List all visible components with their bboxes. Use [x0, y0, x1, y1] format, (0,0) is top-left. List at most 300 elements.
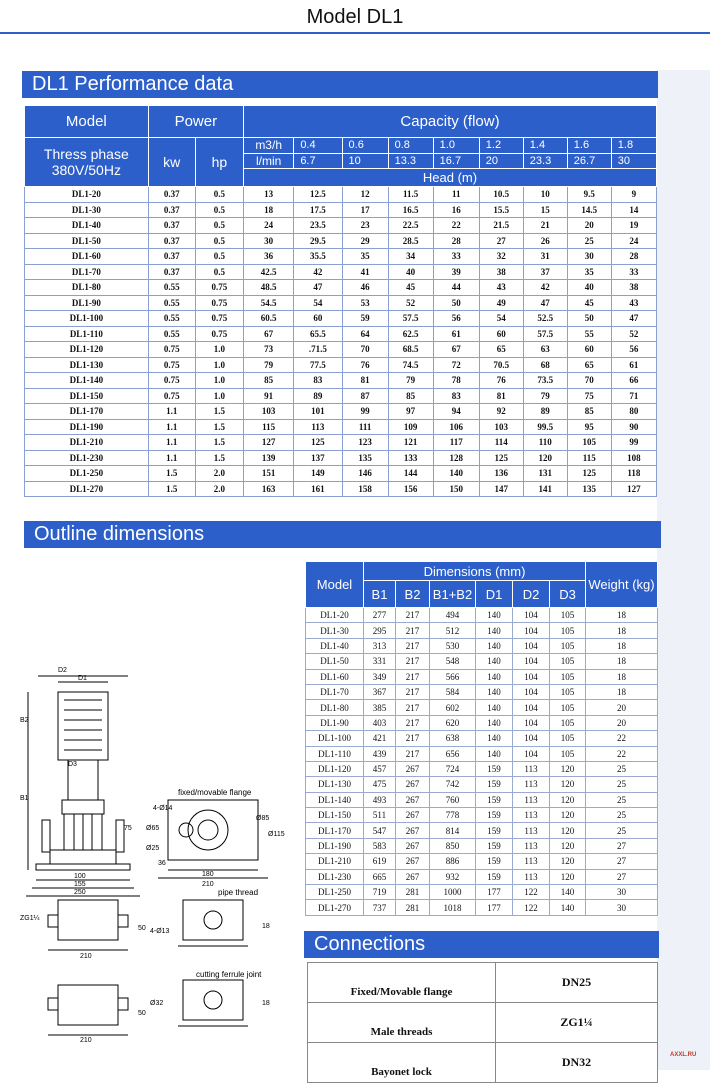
table-cell: 75: [567, 388, 611, 404]
table-cell: 113: [513, 808, 550, 823]
table-cell: 54: [294, 295, 342, 311]
table-cell: 10: [523, 187, 567, 203]
hp-label: hp: [195, 138, 243, 187]
table-cell: 50: [433, 295, 479, 311]
table-cell: DL1-100: [306, 731, 364, 746]
table-cell: 65: [567, 357, 611, 373]
dims-col-model: Model: [306, 562, 364, 608]
table-cell: 1.0: [195, 388, 243, 404]
table-cell: DL1-90: [25, 295, 149, 311]
table-cell: 110: [523, 435, 567, 451]
table-cell: 113: [513, 838, 550, 853]
table-cell: 120: [550, 823, 586, 838]
table-cell: 53: [342, 295, 388, 311]
table-row: [306, 654, 658, 669]
table-row: [25, 357, 657, 373]
table-row: [25, 481, 657, 497]
table-cell: 85: [567, 404, 611, 420]
table-cell: 0.37: [148, 233, 195, 249]
table-cell: 1.5: [195, 419, 243, 435]
table-cell: 105: [567, 435, 611, 451]
connections-heading: Connections: [304, 931, 659, 958]
table-cell: 331: [364, 654, 396, 669]
table-cell: 76: [342, 357, 388, 373]
table-cell: 0.75: [148, 388, 195, 404]
table-cell: 25: [586, 761, 658, 776]
table-cell: 267: [396, 808, 430, 823]
table-cell: 105: [550, 684, 586, 699]
table-cell: 267: [396, 838, 430, 853]
flow-lmin-cell: 23.3: [523, 153, 567, 169]
table-cell: DL1-230: [25, 450, 149, 466]
table-cell: 886: [430, 854, 476, 869]
table-cell: 114: [479, 435, 523, 451]
table-cell: 29.5: [294, 233, 342, 249]
table-cell: 159: [476, 792, 513, 807]
table-cell: 24: [244, 218, 294, 234]
table-cell: DL1-80: [25, 280, 149, 296]
table-cell: 125: [479, 450, 523, 466]
table-cell: 21: [523, 218, 567, 234]
table-cell: 158: [342, 481, 388, 497]
table-cell: 103: [244, 404, 294, 420]
table-cell: DL1-60: [306, 669, 364, 684]
table-cell: DL1-270: [306, 900, 364, 915]
table-cell: 104: [513, 608, 550, 623]
connection-type: Fixed/Movable flange: [308, 963, 496, 1003]
col-capacity: Capacity (flow): [244, 106, 657, 138]
table-cell: 37: [523, 264, 567, 280]
table-cell: 281: [396, 885, 430, 900]
table-cell: DL1-210: [25, 435, 149, 451]
connection-size: DN32: [496, 1043, 658, 1083]
dimension-label: Ø85: [256, 815, 270, 822]
dimension-label: 50: [138, 1010, 146, 1017]
table-cell: 99: [611, 435, 656, 451]
table-cell: 40: [567, 280, 611, 296]
table-cell: 28: [433, 233, 479, 249]
table-row: [306, 684, 658, 699]
table-cell: 81: [342, 373, 388, 389]
table-cell: 135: [567, 481, 611, 497]
table-cell: 111: [342, 419, 388, 435]
connection-row: [308, 1043, 658, 1083]
table-cell: 20: [586, 715, 658, 730]
table-cell: 32: [479, 249, 523, 265]
performance-table: [24, 105, 657, 497]
table-cell: 104: [513, 669, 550, 684]
table-cell: 105: [550, 715, 586, 730]
table-cell: 1018: [430, 900, 476, 915]
table-cell: 65.5: [294, 326, 342, 342]
table-cell: 35: [342, 249, 388, 265]
table-cell: 83: [294, 373, 342, 389]
table-cell: 104: [513, 715, 550, 730]
dimension-label: 180: [202, 871, 214, 878]
table-cell: 54: [479, 311, 523, 327]
table-row: [306, 715, 658, 730]
table-cell: 18: [586, 638, 658, 653]
table-cell: 0.55: [148, 326, 195, 342]
flow-m3h-cell: 1.2: [479, 138, 523, 154]
table-cell: 267: [396, 777, 430, 792]
table-cell: 74.5: [388, 357, 433, 373]
table-cell: 778: [430, 808, 476, 823]
table-cell: 18: [586, 684, 658, 699]
dimension-label: 210: [80, 953, 92, 960]
table-cell: 737: [364, 900, 396, 915]
table-cell: 11: [433, 187, 479, 203]
dimension-label: Ø115: [268, 831, 285, 838]
table-cell: 68: [523, 357, 567, 373]
table-cell: 54.5: [244, 295, 294, 311]
table-cell: 0.5: [195, 202, 243, 218]
table-cell: 113: [513, 777, 550, 792]
table-cell: 15: [523, 202, 567, 218]
table-cell: DL1-80: [306, 700, 364, 715]
table-cell: 0.75: [195, 295, 243, 311]
table-cell: 77.5: [294, 357, 342, 373]
table-cell: 159: [476, 823, 513, 838]
table-cell: 1.5: [148, 466, 195, 482]
table-cell: 60.5: [244, 311, 294, 327]
table-cell: 104: [513, 731, 550, 746]
table-cell: 1.5: [195, 404, 243, 420]
table-cell: DL1-90: [306, 715, 364, 730]
table-cell: 439: [364, 746, 396, 761]
dimension-label: D3: [68, 761, 77, 768]
table-cell: 1000: [430, 885, 476, 900]
table-cell: 120: [550, 869, 586, 884]
table-cell: 151: [244, 466, 294, 482]
table-cell: 177: [476, 885, 513, 900]
table-cell: 29: [342, 233, 388, 249]
table-cell: 22: [586, 746, 658, 761]
dimension-label: 4-Ø13: [150, 928, 170, 935]
table-cell: 14.5: [567, 202, 611, 218]
table-row: [25, 218, 657, 234]
table-cell: DL1-50: [25, 233, 149, 249]
dimension-label: 155: [74, 881, 86, 888]
table-cell: 79: [523, 388, 567, 404]
table-cell: 1.0: [195, 357, 243, 373]
dimension-label: 18: [262, 923, 270, 930]
dimension-label: 50: [138, 925, 146, 932]
table-row: [25, 311, 657, 327]
table-cell: 22: [586, 731, 658, 746]
table-cell: 25: [567, 233, 611, 249]
flow-m3h-cell: 0.6: [342, 138, 388, 154]
table-cell: 45: [388, 280, 433, 296]
table-cell: DL1-130: [25, 357, 149, 373]
table-cell: 49: [479, 295, 523, 311]
table-cell: 85: [388, 388, 433, 404]
table-cell: 27: [586, 869, 658, 884]
table-cell: 61: [433, 326, 479, 342]
table-cell: 55: [567, 326, 611, 342]
dimension-label: B1: [20, 795, 29, 802]
table-cell: 295: [364, 623, 396, 638]
table-cell: 104: [513, 684, 550, 699]
table-cell: 27: [586, 838, 658, 853]
table-cell: 113: [513, 792, 550, 807]
table-cell: 22: [433, 218, 479, 234]
table-cell: 0.37: [148, 187, 195, 203]
table-cell: 70.5: [479, 357, 523, 373]
table-cell: 217: [396, 684, 430, 699]
table-cell: 108: [611, 450, 656, 466]
table-cell: 20: [567, 218, 611, 234]
table-cell: 18: [586, 669, 658, 684]
dimension-label: ZG1¼: [20, 915, 40, 922]
table-cell: 38: [479, 264, 523, 280]
table-cell: 104: [513, 746, 550, 761]
table-row: [306, 638, 658, 653]
table-row: [306, 838, 658, 853]
dims-col-weight: Weight (kg): [586, 562, 658, 608]
table-cell: 113: [513, 823, 550, 838]
dims-sub-col: B1: [364, 581, 396, 608]
flow-m3h-cell: 0.4: [294, 138, 342, 154]
table-cell: 1.5: [195, 435, 243, 451]
table-cell: 217: [396, 608, 430, 623]
col-model: Model: [25, 106, 149, 138]
table-cell: 147: [479, 481, 523, 497]
table-cell: 81: [479, 388, 523, 404]
flow-m3h-cell: 0.8: [388, 138, 433, 154]
connection-row: [308, 963, 658, 1003]
table-cell: 50: [567, 311, 611, 327]
table-cell: 115: [244, 419, 294, 435]
table-cell: DL1-130: [306, 777, 364, 792]
table-cell: 35: [567, 264, 611, 280]
table-cell: 14: [611, 202, 656, 218]
table-cell: 24: [611, 233, 656, 249]
table-cell: 267: [396, 792, 430, 807]
table-cell: 385: [364, 700, 396, 715]
table-cell: DL1-40: [306, 638, 364, 653]
connection-size: DN25: [496, 963, 658, 1003]
table-cell: 118: [611, 466, 656, 482]
table-cell: 313: [364, 638, 396, 653]
table-cell: 46: [342, 280, 388, 296]
dims-sub-col: D1: [476, 581, 513, 608]
unit-lmin: l/min: [244, 153, 294, 169]
table-cell: 105: [550, 608, 586, 623]
table-row: [306, 761, 658, 776]
head-label: Head (m): [244, 169, 657, 187]
table-cell: 0.37: [148, 249, 195, 265]
table-cell: 159: [476, 777, 513, 792]
table-cell: 140: [476, 669, 513, 684]
dimension-label: 250: [74, 889, 86, 896]
table-cell: 267: [396, 823, 430, 838]
table-cell: DL1-210: [306, 854, 364, 869]
table-cell: 31: [523, 249, 567, 265]
table-cell: 18: [586, 654, 658, 669]
table-cell: 52.5: [523, 311, 567, 327]
table-cell: 117: [433, 435, 479, 451]
table-cell: 83: [433, 388, 479, 404]
table-cell: 620: [430, 715, 476, 730]
table-cell: 120: [550, 792, 586, 807]
dims-col-dimensions: Dimensions (mm): [364, 562, 586, 581]
table-cell: 1.5: [195, 450, 243, 466]
table-cell: 30: [244, 233, 294, 249]
table-cell: 28.5: [388, 233, 433, 249]
table-cell: 0.75: [148, 357, 195, 373]
table-cell: 39: [433, 264, 479, 280]
table-row: [306, 700, 658, 715]
table-cell: 494: [430, 608, 476, 623]
table-cell: DL1-30: [25, 202, 149, 218]
table-cell: 15.5: [479, 202, 523, 218]
table-cell: 140: [476, 731, 513, 746]
table-cell: 122: [513, 885, 550, 900]
table-row: [306, 900, 658, 915]
table-cell: 120: [550, 808, 586, 823]
table-cell: 9.5: [567, 187, 611, 203]
table-cell: 0.37: [148, 202, 195, 218]
table-cell: 43: [479, 280, 523, 296]
table-cell: 0.75: [195, 311, 243, 327]
kw-label: kw: [148, 138, 195, 187]
dims-sub-col: D3: [550, 581, 586, 608]
table-cell: 33: [433, 249, 479, 265]
table-cell: 105: [550, 638, 586, 653]
table-cell: 1.1: [148, 435, 195, 451]
table-cell: 95: [567, 419, 611, 435]
table-cell: DL1-120: [306, 761, 364, 776]
table-cell: 28: [611, 249, 656, 265]
table-cell: 742: [430, 777, 476, 792]
table-row: [306, 792, 658, 807]
table-cell: 90: [611, 419, 656, 435]
table-row: [25, 326, 657, 342]
table-cell: 530: [430, 638, 476, 653]
table-cell: DL1-110: [25, 326, 149, 342]
table-cell: 35.5: [294, 249, 342, 265]
table-cell: 656: [430, 746, 476, 761]
dimension-label: B2: [20, 717, 29, 724]
table-cell: 70: [342, 342, 388, 358]
connection-size: ZG1¼: [496, 1003, 658, 1043]
table-cell: 64: [342, 326, 388, 342]
table-cell: 159: [476, 808, 513, 823]
table-cell: 140: [476, 684, 513, 699]
table-cell: 0.5: [195, 218, 243, 234]
table-cell: 11.5: [388, 187, 433, 203]
table-cell: DL1-70: [306, 684, 364, 699]
table-cell: 0.5: [195, 187, 243, 203]
table-cell: 80: [611, 404, 656, 420]
table-row: [25, 466, 657, 482]
table-cell: 25: [586, 808, 658, 823]
table-cell: 149: [294, 466, 342, 482]
table-cell: 73.5: [523, 373, 567, 389]
table-cell: 33: [611, 264, 656, 280]
page-title: Model DL1: [306, 6, 404, 28]
table-cell: 115: [567, 450, 611, 466]
table-cell: DL1-170: [306, 823, 364, 838]
table-cell: 42: [294, 264, 342, 280]
table-cell: 16: [433, 202, 479, 218]
table-cell: 85: [244, 373, 294, 389]
table-cell: 120: [550, 777, 586, 792]
table-cell: 99: [342, 404, 388, 420]
table-cell: 1.5: [148, 481, 195, 497]
table-cell: 105: [550, 731, 586, 746]
table-cell: 161: [294, 481, 342, 497]
table-cell: 156: [388, 481, 433, 497]
table-cell: 217: [396, 731, 430, 746]
table-cell: DL1-230: [306, 869, 364, 884]
table-cell: 140: [476, 700, 513, 715]
table-cell: 281: [396, 900, 430, 915]
table-cell: 136: [479, 466, 523, 482]
table-cell: 27: [586, 854, 658, 869]
table-cell: 18: [244, 202, 294, 218]
table-cell: 113: [513, 854, 550, 869]
table-cell: 30: [586, 885, 658, 900]
table-row: [306, 777, 658, 792]
table-cell: 511: [364, 808, 396, 823]
table-row: [306, 731, 658, 746]
table-row: [306, 608, 658, 623]
table-cell: 120: [550, 761, 586, 776]
outline-heading: Outline dimensions: [24, 521, 661, 548]
table-cell: 267: [396, 869, 430, 884]
table-cell: 113: [513, 869, 550, 884]
table-cell: 159: [476, 838, 513, 853]
table-cell: 42: [523, 280, 567, 296]
table-cell: 68.5: [388, 342, 433, 358]
table-row: [306, 669, 658, 684]
table-cell: 932: [430, 869, 476, 884]
table-cell: 0.5: [195, 249, 243, 265]
table-cell: 103: [479, 419, 523, 435]
table-cell: 48.5: [244, 280, 294, 296]
table-cell: 57.5: [388, 311, 433, 327]
table-cell: 67: [433, 342, 479, 358]
dimension-label: Ø65: [146, 825, 160, 832]
table-cell: 43: [611, 295, 656, 311]
table-cell: 105: [550, 654, 586, 669]
flow-lmin-cell: 10: [342, 153, 388, 169]
title-rule: [0, 32, 710, 34]
table-cell: 47: [523, 295, 567, 311]
table-cell: 105: [550, 700, 586, 715]
ferrule-label: cutting ferrule joint: [196, 970, 262, 979]
table-cell: 17: [342, 202, 388, 218]
flow-m3h-cell: 1.6: [567, 138, 611, 154]
table-cell: 20: [586, 700, 658, 715]
table-cell: 121: [388, 435, 433, 451]
table-cell: 0.37: [148, 218, 195, 234]
dimension-label: 100: [74, 873, 86, 880]
table-cell: 135: [342, 450, 388, 466]
outline-drawing: [18, 660, 300, 1070]
table-cell: 566: [430, 669, 476, 684]
table-cell: 56: [611, 342, 656, 358]
table-cell: DL1-30: [306, 623, 364, 638]
flange-label: fixed/movable flange: [178, 788, 252, 797]
table-cell: 66: [611, 373, 656, 389]
table-cell: 177: [476, 900, 513, 915]
table-cell: 217: [396, 669, 430, 684]
table-cell: 0.55: [148, 311, 195, 327]
table-cell: 105: [550, 669, 586, 684]
